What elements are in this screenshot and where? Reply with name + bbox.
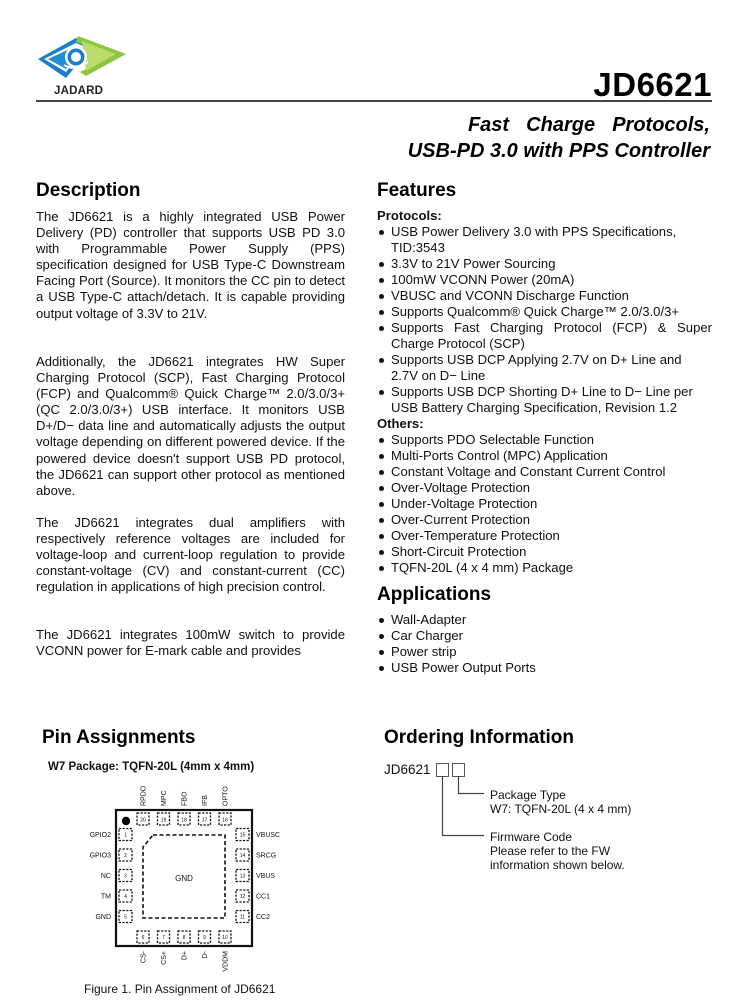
pin-number: 8: [182, 935, 186, 941]
pin-label: TM: [100, 893, 111, 901]
pin-assignments-heading: Pin Assignments: [42, 727, 196, 748]
feature-item: Over-Temperature Protection: [377, 528, 712, 544]
pin-number: 16: [222, 817, 228, 824]
features-heading: Features: [377, 180, 457, 201]
feature-item: Supports Fast Charging Protocol (FCP) & Super Charge Protocol (SCP): [377, 320, 712, 352]
pin-label: CS+: [161, 951, 168, 965]
feature-item: USB Power Delivery 3.0 with PPS Specifications, TID:3543: [377, 224, 712, 256]
feature-item: 3.3V to 21V Power Sourcing: [377, 256, 712, 272]
pin-number: 12: [239, 894, 246, 900]
package-label: W7 Package: TQFN-20L (4mm x 4mm): [48, 761, 255, 773]
jadard-logo-icon: [36, 32, 128, 82]
part-number-title: JD6621: [593, 66, 712, 103]
application-item: Car Charger: [377, 628, 707, 644]
feature-item: Supports Qualcomm® Quick Charge™ 2.0/3.0/3+: [377, 304, 712, 320]
firmware-code-label: Firmware Code: [490, 830, 573, 844]
pin-number: 4: [124, 894, 127, 900]
application-item: Wall-Adapter: [377, 612, 707, 628]
package-type-legend: [490, 788, 631, 816]
pin-label: GND: [95, 914, 111, 921]
pin-label: MPC: [161, 790, 168, 806]
feature-item: 100mW VCONN Power (20mA): [377, 272, 712, 288]
features-group-heading: Protocols:: [377, 208, 442, 223]
pin-label: D+: [181, 951, 189, 961]
pin-number: 5: [124, 914, 127, 921]
description-heading: Description: [36, 180, 141, 201]
pin-label: VDDM: [222, 951, 230, 972]
application-item: Power strip: [377, 644, 707, 660]
feature-item: Under-Voltage Protection: [377, 496, 712, 512]
pin-label: SRCG: [256, 852, 277, 860]
pin-label: FBO: [181, 791, 189, 806]
pin-label: CC1: [256, 893, 271, 901]
feature-item: VBUSC and VCONN Discharge Function: [377, 288, 712, 304]
center-pad-label: GND: [175, 874, 193, 883]
brand-name: JADARD: [54, 85, 104, 97]
pin-number: 9: [203, 935, 206, 941]
feature-item: Constant Voltage and Constant Current Control: [377, 464, 712, 480]
pin-number: 3: [124, 873, 127, 880]
subtitle-line-1: Fast Charge Protocols,: [467, 114, 710, 136]
pin-label: IFB: [202, 795, 209, 806]
pin-number: 7: [162, 935, 165, 941]
pin-number: 15: [239, 832, 246, 839]
pin-number: 19: [160, 817, 167, 824]
document-subtitle: [408, 112, 710, 164]
pin-number: 1: [124, 832, 127, 839]
pin1-marker: [122, 817, 130, 825]
firmware-code-leader: [443, 777, 485, 836]
pin-label: NC: [100, 873, 111, 880]
firmware-note: Please refer to the FW: [490, 844, 611, 858]
pin-label: RPDO: [140, 785, 148, 806]
feature-item: TQFN-20L (4 x 4 mm) Package: [377, 560, 712, 576]
description-paragraph: The JD6621 is a highly integrated USB Power Delivery (PD) controller that supports USB PD 3.0 with Programmable Power Supply (PPS) specification designed for USB Type-C Downstream Facing Port (Source). It monitors the CC pin to detect a USB Type-C attach/detach. It is capable providing output voltage of 3.3V to 21V.: [36, 209, 345, 321]
feature-item: Short-Circuit Protection: [377, 544, 712, 560]
pin-number: 6: [141, 935, 145, 941]
features-list: [377, 208, 712, 576]
pin-label: GPIO3: [89, 852, 111, 860]
description-paragraph: The JD6621 integrates dual amplifiers with respectively reference voltages are included for voltage-loop and current-loop regulation to provide constant-voltage (CV) and constant-current (CC) regulation in applications of high precision control.: [36, 515, 345, 595]
package-type-box: [453, 764, 465, 777]
firmware-note: information shown below.: [490, 858, 625, 872]
pin-number: 11: [239, 914, 246, 921]
description-paragraph: Additionally, the JD6621 integrates HW Super Charging Protocol (SCP), Fast Charging Protocol (FCP) and Qualcomm® Quick Charge™ 2.0/3.0/3+ (QC 2.0/3.0/3+) USB interface. It monitors USB D+/D− data line and automatically adjusts the output voltage depending on different powered device. If the powered device doesn't support USB PD protocol, the JD6621 can support other protocol as mentioned above.: [36, 354, 345, 498]
features-group-heading: Others:: [377, 416, 424, 431]
applications-list: [377, 612, 707, 676]
firmware-code-box: [437, 764, 449, 777]
pin-label: VBUSC: [256, 832, 281, 839]
pin-label: OPTO: [222, 786, 230, 806]
pin-number: 13: [239, 873, 246, 880]
applications-heading: Applications: [377, 584, 492, 605]
ordering-info-heading: Ordering Information: [384, 727, 574, 748]
feature-item: Over-Current Protection: [377, 512, 712, 528]
order-part-prefix: JD6621: [384, 762, 431, 777]
subtitle-line-2: USB-PD 3.0 with PPS Controller: [407, 140, 710, 162]
description-paragraph: The JD6621 integrates 100mW switch to provide VCONN power for E-mark cable and provides: [36, 627, 345, 659]
pin-label: D-: [202, 951, 209, 959]
pin-label: CS-: [140, 951, 148, 964]
firmware-code-legend: [490, 830, 625, 872]
pinout-diagram: [60, 775, 300, 975]
feature-item: Supports USB DCP Applying 2.7V on D+ Line and 2.7V on D− Line: [377, 352, 712, 384]
pin-label: VBUS: [256, 873, 276, 880]
pin-number: 17: [201, 817, 208, 824]
feature-item: Supports PDO Selectable Function: [377, 432, 712, 448]
figure-caption: Figure 1. Pin Assignment of JD6621: [84, 982, 276, 996]
package-type-value: W7: TQFN-20L (4 x 4 mm): [490, 802, 632, 816]
pin-label: CC2: [256, 914, 271, 921]
pin-number: 14: [239, 853, 246, 859]
pin-number: 18: [181, 817, 187, 824]
feature-item: Multi-Ports Control (MPC) Application: [377, 448, 712, 464]
pin-number: 10: [222, 935, 228, 941]
application-item: USB Power Output Ports: [377, 660, 707, 676]
package-type-leader: [459, 777, 485, 794]
pin-number: 20: [140, 817, 146, 824]
package-type-label: Package Type: [490, 788, 566, 802]
pin-number: 2: [124, 853, 127, 859]
pin-label: GPIO2: [89, 832, 111, 839]
feature-item: Over-Voltage Protection: [377, 480, 712, 496]
feature-item: Supports USB DCP Shorting D+ Line to D− Line per USB Battery Charging Specification, Revision 1.2: [377, 384, 712, 416]
